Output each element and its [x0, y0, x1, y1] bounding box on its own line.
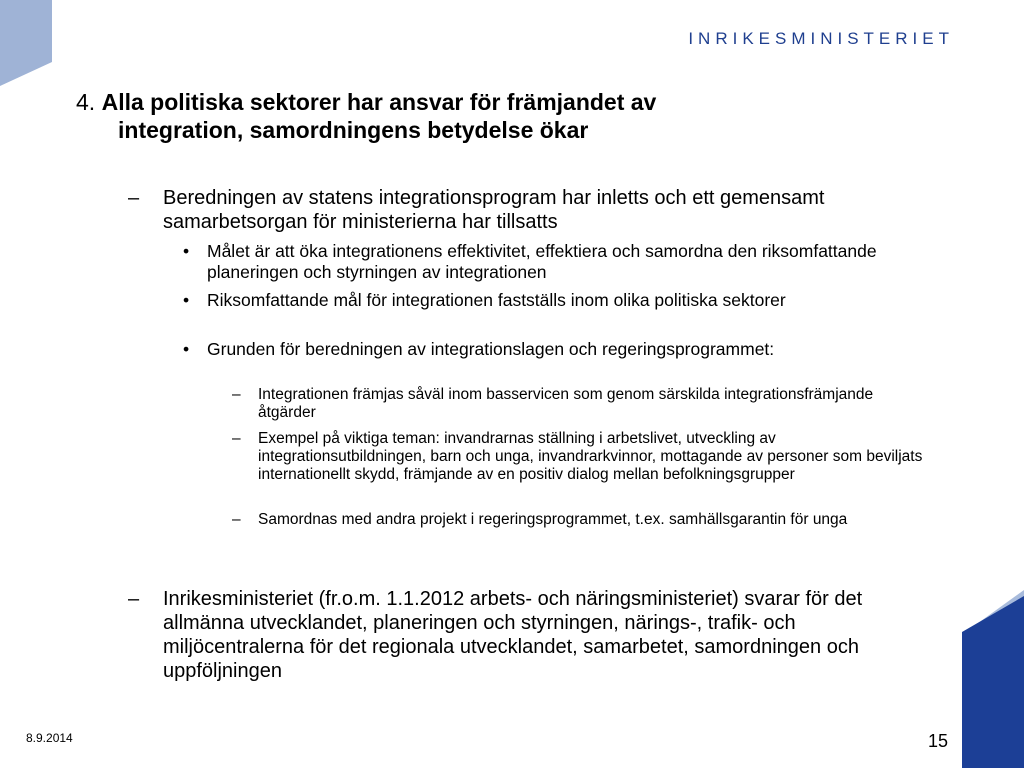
heading-number: 4.: [76, 89, 96, 115]
dot-marker: •: [183, 241, 190, 261]
bullet-text: Grunden för beredningen av integrationslagen och regeringsprogrammet:: [207, 339, 775, 359]
bullet-text: Exempel på viktiga teman: invandrarnas ställning i arbetslivet, utveckling av integrationsutbildningen, barn och unga, invandrarkvinnor, mottagande av personer som beviljats internationellt skydd, främjande av en positiv dialog mellan befolkningsgrupper: [258, 430, 923, 483]
dash-marker: –: [232, 511, 241, 528]
dash-marker: –: [128, 588, 140, 610]
bullet-text: Målet är att öka integrationens effektivitet, effektiera och samordna den riksomfattande planeringen och styrningen av integrationen: [207, 241, 877, 282]
bullet-l1-beredningen: [128, 186, 918, 234]
dash-marker: –: [232, 430, 241, 447]
bullet-l3-samordnas: [232, 511, 932, 529]
bullet-l2-grunden: [183, 339, 943, 360]
bullet-text: Integrationen främjas såväl inom basservicen som genom särskilda integrationsfrämjande åtgärder: [258, 386, 874, 421]
dash-marker: –: [128, 187, 140, 209]
dot-marker: •: [183, 290, 190, 310]
footer-date: 8.9.2014: [26, 731, 73, 745]
bullet-l3-integrationen: [232, 386, 932, 422]
bottom-right-decoration: [962, 590, 1024, 768]
top-left-decoration: [0, 0, 52, 86]
bullet-text: Beredningen av statens integrationsprogram har inletts och ett gemensamt samarbetsorgan för ministerierna har tillsatts: [163, 187, 825, 233]
slide-heading: [76, 88, 836, 144]
bullet-l2-riksomfattande: [183, 290, 943, 311]
bullet-l3-exempel: [232, 430, 932, 484]
dot-marker: •: [183, 339, 190, 359]
bullet-l1-inrikesministeriet: [128, 587, 918, 683]
bullet-text: Inrikesministeriet (fr.o.m. 1.1.2012 arbets- och näringsministeriet) svarar för det allmänna utvecklandet, planeringen och styrningen, närings-, trafik- och miljöcentralerna för det regionala utvecklandet, samarbetet, samordningen och uppföljningen: [163, 588, 863, 682]
heading-line-2: integration, samordningens betydelse ökar: [118, 117, 589, 143]
bullet-text: Samordnas med andra projekt i regeringsprogrammet, t.ex. samhällsgarantin för unga: [258, 511, 848, 528]
page-number: 15: [928, 731, 949, 751]
dash-marker: –: [232, 386, 241, 403]
heading-line-1: Alla politiska sektorer har ansvar för främjandet av: [101, 89, 657, 115]
bullet-text: Riksomfattande mål för integrationen fastställs inom olika politiska sektorer: [207, 290, 786, 310]
brand-logo-text: INRIKESMINISTERIET: [688, 29, 954, 48]
bullet-l2-malet: [183, 241, 943, 283]
